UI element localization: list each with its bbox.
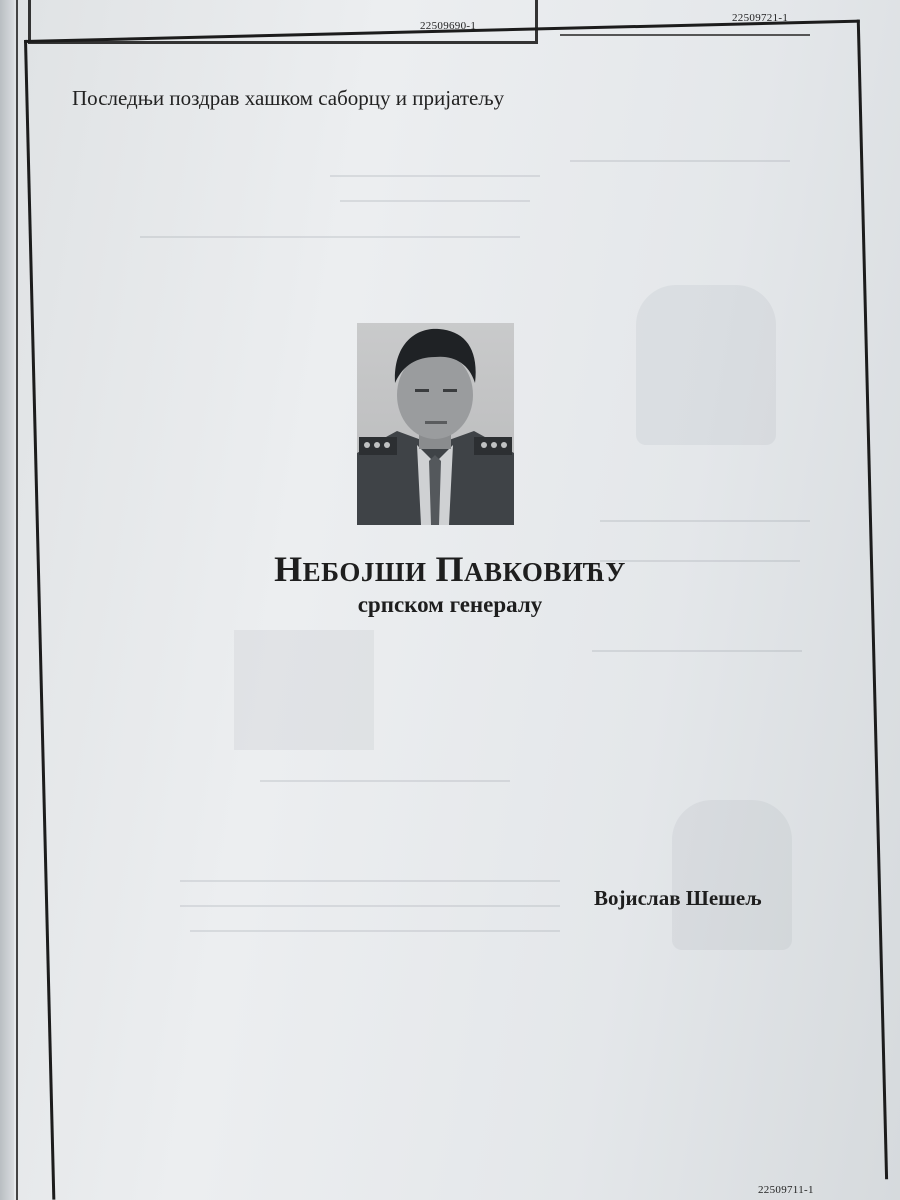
name-last-rest: АВКОВИЋУ (464, 557, 626, 587)
name-first-initial: Н (274, 549, 303, 589)
notice-heading: Последњи поздрав хашком саборцу и пријатељу (72, 86, 505, 110)
signature: Војислав Шешељ (594, 886, 762, 910)
deceased-title: српском генералу (357, 592, 543, 617)
portrait-photo (357, 323, 514, 525)
portrait-illustration (357, 323, 514, 525)
clipping-code-top-right: 22509721-1 (732, 12, 789, 24)
clipping-code-top-left: 22509690-1 (420, 20, 477, 32)
deceased-name (0, 548, 900, 590)
clipping-code-bottom-right: 22509711-1 (758, 1184, 814, 1196)
name-last-initial: П (435, 549, 464, 589)
name-first-rest: ЕБОЈШИ (302, 557, 427, 587)
